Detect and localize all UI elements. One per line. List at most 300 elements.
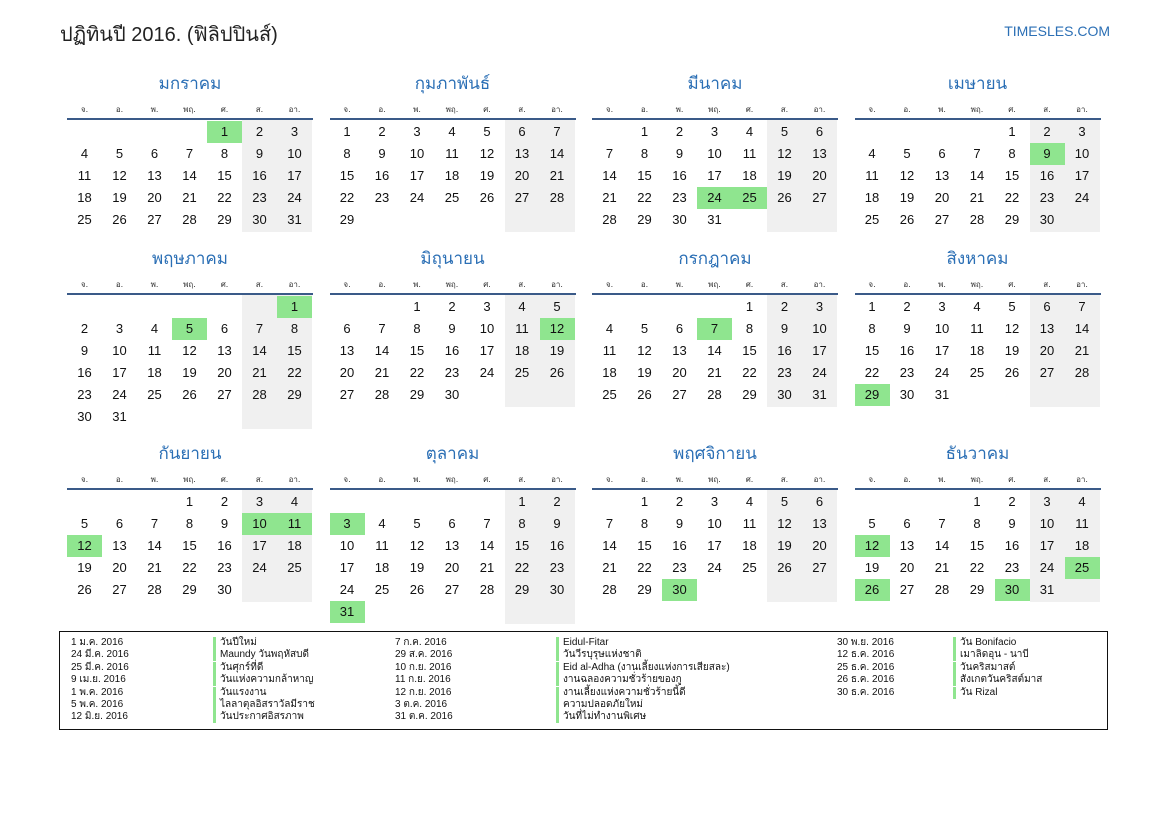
day-cell[interactable]: 14 xyxy=(1074,321,1090,336)
day-cell[interactable]: 8 xyxy=(640,516,649,531)
day-cell[interactable]: 2 xyxy=(903,299,911,314)
day-cell[interactable]: 17 xyxy=(409,168,425,183)
day-cell[interactable]: 12 xyxy=(777,146,792,161)
day-cell[interactable]: 30 xyxy=(777,387,792,402)
day-cell[interactable]: 20 xyxy=(672,365,687,380)
day-cell[interactable]: 3 xyxy=(710,494,719,509)
day-cell[interactable]: 5 xyxy=(1008,299,1016,314)
day-cell[interactable]: 10 xyxy=(409,146,425,161)
day-cell[interactable]: 1 xyxy=(343,124,351,139)
day-cell[interactable]: 13 xyxy=(112,538,127,553)
day-cell[interactable]: 2 xyxy=(1008,494,1016,509)
day-cell[interactable]: 25 xyxy=(287,560,302,575)
day-cell[interactable]: 11 xyxy=(1075,516,1089,531)
day-cell[interactable]: 14 xyxy=(549,146,565,161)
day-cell[interactable]: 12 xyxy=(479,146,495,161)
day-cell[interactable]: 3 xyxy=(710,124,719,139)
day-cell[interactable]: 11 xyxy=(375,538,389,553)
holiday-day-cell[interactable]: 25 xyxy=(732,187,767,209)
day-cell[interactable]: 3 xyxy=(413,124,421,139)
day-cell[interactable]: 9 xyxy=(675,146,684,161)
day-cell[interactable]: 30 xyxy=(77,409,92,424)
day-cell[interactable]: 28 xyxy=(147,582,162,597)
day-cell[interactable]: 24 xyxy=(479,365,495,380)
day-cell[interactable]: 25 xyxy=(77,212,92,227)
day-cell[interactable]: 16 xyxy=(374,168,390,183)
holiday-day-cell[interactable]: 10 xyxy=(242,513,277,535)
day-cell[interactable]: 19 xyxy=(479,168,495,183)
day-cell[interactable]: 27 xyxy=(444,582,460,597)
day-cell[interactable]: 14 xyxy=(969,168,985,183)
day-cell[interactable]: 24 xyxy=(409,190,425,205)
day-cell[interactable]: 16 xyxy=(777,343,792,358)
day-cell[interactable]: 6 xyxy=(1043,299,1051,314)
day-cell[interactable]: 23 xyxy=(1004,560,1020,575)
day-cell[interactable]: 28 xyxy=(969,212,985,227)
day-cell[interactable]: 31 xyxy=(934,387,950,402)
day-cell[interactable]: 19 xyxy=(899,190,915,205)
day-cell[interactable]: 31 xyxy=(707,212,722,227)
holiday-day-cell[interactable]: 31 xyxy=(330,601,365,623)
holiday-day-cell[interactable]: 7 xyxy=(697,318,732,340)
day-cell[interactable]: 21 xyxy=(969,190,985,205)
day-cell[interactable]: 22 xyxy=(742,365,757,380)
day-cell[interactable]: 16 xyxy=(672,538,687,553)
day-cell[interactable]: 16 xyxy=(549,538,565,553)
day-cell[interactable]: 6 xyxy=(150,146,159,161)
day-cell[interactable]: 18 xyxy=(514,343,530,358)
day-cell[interactable]: 20 xyxy=(112,560,127,575)
day-cell[interactable]: 17 xyxy=(707,538,722,553)
day-cell[interactable]: 19 xyxy=(409,560,425,575)
day-cell[interactable]: 24 xyxy=(252,560,267,575)
holiday-day-cell[interactable]: 3 xyxy=(330,513,365,535)
day-cell[interactable]: 5 xyxy=(780,124,789,139)
day-cell[interactable]: 9 xyxy=(448,321,456,336)
day-cell[interactable]: 16 xyxy=(672,168,687,183)
day-cell[interactable]: 30 xyxy=(549,582,565,597)
day-cell[interactable]: 11 xyxy=(970,321,984,336)
day-cell[interactable]: 5 xyxy=(780,494,789,509)
day-cell[interactable]: 4 xyxy=(80,146,89,161)
day-cell[interactable]: 15 xyxy=(969,538,985,553)
day-cell[interactable]: 24 xyxy=(112,387,127,402)
day-cell[interactable]: 10 xyxy=(287,146,302,161)
day-cell[interactable]: 27 xyxy=(112,582,127,597)
day-cell[interactable]: 18 xyxy=(969,343,985,358)
day-cell[interactable]: 31 xyxy=(287,212,302,227)
holiday-day-cell[interactable]: 29 xyxy=(855,384,890,406)
day-cell[interactable]: 1 xyxy=(868,299,876,314)
day-cell[interactable]: 17 xyxy=(1074,168,1090,183)
day-cell[interactable]: 22 xyxy=(339,190,355,205)
day-cell[interactable]: 7 xyxy=(150,516,159,531)
day-cell[interactable]: 17 xyxy=(287,168,302,183)
day-cell[interactable]: 24 xyxy=(707,560,722,575)
day-cell[interactable]: 20 xyxy=(812,168,827,183)
day-cell[interactable]: 24 xyxy=(1074,190,1090,205)
day-cell[interactable]: 19 xyxy=(777,168,792,183)
day-cell[interactable]: 15 xyxy=(864,343,880,358)
day-cell[interactable]: 22 xyxy=(864,365,880,380)
day-cell[interactable]: 11 xyxy=(77,168,92,183)
day-cell[interactable]: 7 xyxy=(185,146,194,161)
day-cell[interactable]: 17 xyxy=(1039,538,1055,553)
day-cell[interactable]: 27 xyxy=(1039,365,1055,380)
day-cell[interactable]: 25 xyxy=(374,582,390,597)
day-cell[interactable]: 5 xyxy=(553,299,561,314)
day-cell[interactable]: 15 xyxy=(742,343,757,358)
day-cell[interactable]: 1 xyxy=(973,494,981,509)
day-cell[interactable]: 18 xyxy=(864,190,880,205)
day-cell[interactable]: 18 xyxy=(742,168,757,183)
day-cell[interactable]: 28 xyxy=(252,387,267,402)
day-cell[interactable]: 18 xyxy=(77,190,92,205)
day-cell[interactable]: 4 xyxy=(290,494,299,509)
day-cell[interactable]: 6 xyxy=(343,321,351,336)
day-cell[interactable]: 24 xyxy=(812,365,827,380)
holiday-day-cell[interactable]: 9 xyxy=(1030,143,1065,165)
day-cell[interactable]: 19 xyxy=(1004,343,1020,358)
day-cell[interactable]: 8 xyxy=(290,321,299,336)
day-cell[interactable]: 29 xyxy=(514,582,530,597)
day-cell[interactable]: 16 xyxy=(77,365,92,380)
day-cell[interactable]: 25 xyxy=(742,560,757,575)
day-cell[interactable]: 24 xyxy=(934,365,950,380)
day-cell[interactable]: 31 xyxy=(112,409,127,424)
day-cell[interactable]: 11 xyxy=(602,343,617,358)
site-link[interactable]: TIMESLES.COM xyxy=(1004,23,1110,39)
day-cell[interactable]: 4 xyxy=(150,321,159,336)
day-cell[interactable]: 6 xyxy=(448,516,456,531)
holiday-day-cell[interactable]: 1 xyxy=(207,121,242,143)
day-cell[interactable]: 19 xyxy=(864,560,880,575)
day-cell[interactable]: 11 xyxy=(742,516,757,531)
day-cell[interactable]: 11 xyxy=(147,343,162,358)
day-cell[interactable]: 8 xyxy=(413,321,421,336)
day-cell[interactable]: 5 xyxy=(903,146,911,161)
day-cell[interactable]: 27 xyxy=(899,582,915,597)
day-cell[interactable]: 14 xyxy=(182,168,197,183)
day-cell[interactable]: 2 xyxy=(553,494,561,509)
day-cell[interactable]: 13 xyxy=(339,343,355,358)
day-cell[interactable]: 6 xyxy=(220,321,229,336)
day-cell[interactable]: 5 xyxy=(115,146,124,161)
day-cell[interactable]: 26 xyxy=(777,190,792,205)
day-cell[interactable]: 16 xyxy=(444,343,460,358)
day-cell[interactable]: 10 xyxy=(339,538,355,553)
day-cell[interactable]: 18 xyxy=(742,538,757,553)
day-cell[interactable]: 25 xyxy=(514,365,530,380)
holiday-day-cell[interactable]: 30 xyxy=(662,579,697,601)
day-cell[interactable]: 21 xyxy=(479,560,495,575)
day-cell[interactable]: 26 xyxy=(409,582,425,597)
day-cell[interactable]: 5 xyxy=(483,124,491,139)
day-cell[interactable]: 8 xyxy=(518,516,526,531)
day-cell[interactable]: 22 xyxy=(217,190,232,205)
day-cell[interactable]: 30 xyxy=(1039,212,1055,227)
day-cell[interactable]: 20 xyxy=(444,560,460,575)
day-cell[interactable]: 22 xyxy=(969,560,985,575)
day-cell[interactable]: 15 xyxy=(287,343,302,358)
holiday-day-cell[interactable]: 25 xyxy=(1065,557,1100,579)
day-cell[interactable]: 18 xyxy=(1074,538,1090,553)
day-cell[interactable]: 4 xyxy=(868,146,876,161)
day-cell[interactable]: 4 xyxy=(518,299,526,314)
day-cell[interactable]: 12 xyxy=(1004,321,1020,336)
day-cell[interactable]: 28 xyxy=(479,582,495,597)
day-cell[interactable]: 7 xyxy=(605,516,614,531)
day-cell[interactable]: 20 xyxy=(339,365,355,380)
day-cell[interactable]: 21 xyxy=(374,365,390,380)
day-cell[interactable]: 19 xyxy=(777,538,792,553)
day-cell[interactable]: 1 xyxy=(518,494,526,509)
day-cell[interactable]: 11 xyxy=(515,321,529,336)
day-cell[interactable]: 12 xyxy=(777,516,792,531)
day-cell[interactable]: 23 xyxy=(1039,190,1055,205)
day-cell[interactable]: 17 xyxy=(252,538,267,553)
day-cell[interactable]: 9 xyxy=(378,146,386,161)
day-cell[interactable]: 1 xyxy=(185,494,194,509)
day-cell[interactable]: 29 xyxy=(339,212,355,227)
day-cell[interactable]: 19 xyxy=(77,560,92,575)
day-cell[interactable]: 30 xyxy=(252,212,267,227)
day-cell[interactable]: 16 xyxy=(1004,538,1020,553)
day-cell[interactable]: 13 xyxy=(514,146,530,161)
day-cell[interactable]: 22 xyxy=(1004,190,1020,205)
day-cell[interactable]: 10 xyxy=(479,321,495,336)
day-cell[interactable]: 23 xyxy=(672,190,687,205)
day-cell[interactable]: 1 xyxy=(640,494,649,509)
day-cell[interactable]: 26 xyxy=(112,212,127,227)
day-cell[interactable]: 7 xyxy=(973,146,981,161)
day-cell[interactable]: 8 xyxy=(220,146,229,161)
day-cell[interactable]: 6 xyxy=(115,516,124,531)
day-cell[interactable]: 14 xyxy=(479,538,495,553)
day-cell[interactable]: 29 xyxy=(1004,212,1020,227)
day-cell[interactable]: 26 xyxy=(899,212,915,227)
day-cell[interactable]: 30 xyxy=(444,387,460,402)
day-cell[interactable]: 2 xyxy=(448,299,456,314)
day-cell[interactable]: 16 xyxy=(899,343,915,358)
day-cell[interactable]: 15 xyxy=(1004,168,1020,183)
day-cell[interactable]: 18 xyxy=(444,168,460,183)
day-cell[interactable]: 29 xyxy=(637,212,652,227)
day-cell[interactable]: 11 xyxy=(865,168,879,183)
day-cell[interactable]: 6 xyxy=(903,516,911,531)
day-cell[interactable]: 7 xyxy=(553,124,561,139)
day-cell[interactable]: 13 xyxy=(672,343,687,358)
day-cell[interactable]: 12 xyxy=(182,343,197,358)
day-cell[interactable]: 24 xyxy=(339,582,355,597)
day-cell[interactable]: 28 xyxy=(602,582,617,597)
day-cell[interactable]: 28 xyxy=(707,387,722,402)
day-cell[interactable]: 21 xyxy=(549,168,565,183)
day-cell[interactable]: 22 xyxy=(182,560,197,575)
day-cell[interactable]: 1 xyxy=(745,299,754,314)
day-cell[interactable]: 10 xyxy=(112,343,127,358)
day-cell[interactable]: 9 xyxy=(220,516,229,531)
day-cell[interactable]: 5 xyxy=(80,516,89,531)
day-cell[interactable]: 13 xyxy=(444,538,460,553)
holiday-day-cell[interactable]: 12 xyxy=(540,318,575,340)
day-cell[interactable]: 23 xyxy=(77,387,92,402)
day-cell[interactable]: 14 xyxy=(602,538,617,553)
day-cell[interactable]: 13 xyxy=(147,168,162,183)
day-cell[interactable]: 11 xyxy=(742,146,757,161)
day-cell[interactable]: 19 xyxy=(549,343,565,358)
day-cell[interactable]: 17 xyxy=(112,365,127,380)
day-cell[interactable]: 21 xyxy=(707,365,722,380)
day-cell[interactable]: 16 xyxy=(217,538,232,553)
day-cell[interactable]: 9 xyxy=(780,321,789,336)
day-cell[interactable]: 4 xyxy=(605,321,614,336)
day-cell[interactable]: 29 xyxy=(287,387,302,402)
day-cell[interactable]: 19 xyxy=(112,190,127,205)
day-cell[interactable]: 10 xyxy=(707,516,722,531)
day-cell[interactable]: 20 xyxy=(934,190,950,205)
day-cell[interactable]: 9 xyxy=(80,343,89,358)
day-cell[interactable]: 28 xyxy=(934,582,950,597)
day-cell[interactable]: 23 xyxy=(217,560,232,575)
day-cell[interactable]: 3 xyxy=(115,321,124,336)
day-cell[interactable]: 13 xyxy=(1039,321,1055,336)
day-cell[interactable]: 17 xyxy=(479,343,495,358)
day-cell[interactable]: 18 xyxy=(602,365,617,380)
day-cell[interactable]: 7 xyxy=(483,516,491,531)
day-cell[interactable]: 16 xyxy=(252,168,267,183)
day-cell[interactable]: 23 xyxy=(374,190,390,205)
day-cell[interactable]: 2 xyxy=(255,124,264,139)
day-cell[interactable]: 21 xyxy=(934,560,950,575)
day-cell[interactable]: 27 xyxy=(812,190,827,205)
day-cell[interactable]: 17 xyxy=(934,343,950,358)
day-cell[interactable]: 3 xyxy=(815,299,824,314)
day-cell[interactable]: 30 xyxy=(899,387,915,402)
day-cell[interactable]: 26 xyxy=(182,387,197,402)
day-cell[interactable]: 29 xyxy=(182,582,197,597)
day-cell[interactable]: 12 xyxy=(409,538,425,553)
day-cell[interactable]: 28 xyxy=(1074,365,1090,380)
day-cell[interactable]: 4 xyxy=(1078,494,1086,509)
day-cell[interactable]: 23 xyxy=(777,365,792,380)
day-cell[interactable]: 3 xyxy=(290,124,299,139)
day-cell[interactable]: 22 xyxy=(637,190,652,205)
day-cell[interactable]: 1 xyxy=(640,124,649,139)
day-cell[interactable]: 25 xyxy=(969,365,985,380)
holiday-day-cell[interactable]: 12 xyxy=(67,535,102,557)
day-cell[interactable]: 5 xyxy=(868,516,876,531)
day-cell[interactable]: 6 xyxy=(518,124,526,139)
day-cell[interactable]: 5 xyxy=(413,516,421,531)
day-cell[interactable]: 14 xyxy=(934,538,950,553)
day-cell[interactable]: 2 xyxy=(1043,124,1051,139)
day-cell[interactable]: 1 xyxy=(1008,124,1016,139)
holiday-day-cell[interactable]: 26 xyxy=(855,579,890,601)
day-cell[interactable]: 15 xyxy=(637,168,652,183)
day-cell[interactable]: 16 xyxy=(1039,168,1055,183)
day-cell[interactable]: 25 xyxy=(147,387,162,402)
day-cell[interactable]: 19 xyxy=(637,365,652,380)
day-cell[interactable]: 3 xyxy=(483,299,491,314)
day-cell[interactable]: 26 xyxy=(637,387,652,402)
day-cell[interactable]: 10 xyxy=(1074,146,1090,161)
day-cell[interactable]: 14 xyxy=(602,168,617,183)
day-cell[interactable]: 27 xyxy=(812,560,827,575)
day-cell[interactable]: 10 xyxy=(934,321,950,336)
day-cell[interactable]: 29 xyxy=(409,387,425,402)
day-cell[interactable]: 8 xyxy=(343,146,351,161)
day-cell[interactable]: 9 xyxy=(675,516,684,531)
holiday-day-cell[interactable]: 5 xyxy=(172,318,207,340)
day-cell[interactable]: 12 xyxy=(899,168,915,183)
day-cell[interactable]: 13 xyxy=(934,168,950,183)
day-cell[interactable]: 27 xyxy=(339,387,355,402)
day-cell[interactable]: 2 xyxy=(675,494,684,509)
day-cell[interactable]: 11 xyxy=(445,146,459,161)
day-cell[interactable]: 20 xyxy=(514,168,530,183)
day-cell[interactable]: 3 xyxy=(1078,124,1086,139)
day-cell[interactable]: 6 xyxy=(815,494,824,509)
day-cell[interactable]: 27 xyxy=(672,387,687,402)
day-cell[interactable]: 22 xyxy=(409,365,425,380)
day-cell[interactable]: 24 xyxy=(287,190,302,205)
day-cell[interactable]: 14 xyxy=(147,538,162,553)
day-cell[interactable]: 10 xyxy=(1039,516,1055,531)
day-cell[interactable]: 26 xyxy=(479,190,495,205)
day-cell[interactable]: 3 xyxy=(255,494,264,509)
day-cell[interactable]: 14 xyxy=(707,343,722,358)
day-cell[interactable]: 18 xyxy=(147,365,162,380)
day-cell[interactable]: 4 xyxy=(973,299,981,314)
day-cell[interactable]: 20 xyxy=(812,538,827,553)
holiday-day-cell[interactable]: 1 xyxy=(277,296,312,318)
day-cell[interactable]: 29 xyxy=(969,582,985,597)
day-cell[interactable]: 6 xyxy=(938,146,946,161)
day-cell[interactable]: 22 xyxy=(514,560,530,575)
day-cell[interactable]: 18 xyxy=(374,560,390,575)
day-cell[interactable]: 4 xyxy=(378,516,386,531)
day-cell[interactable]: 7 xyxy=(378,321,386,336)
day-cell[interactable]: 31 xyxy=(812,387,827,402)
day-cell[interactable]: 8 xyxy=(973,516,981,531)
day-cell[interactable]: 20 xyxy=(147,190,162,205)
day-cell[interactable]: 8 xyxy=(185,516,194,531)
day-cell[interactable]: 9 xyxy=(1008,516,1016,531)
day-cell[interactable]: 7 xyxy=(938,516,946,531)
day-cell[interactable]: 26 xyxy=(1004,365,1020,380)
day-cell[interactable]: 15 xyxy=(182,538,197,553)
day-cell[interactable]: 12 xyxy=(637,343,652,358)
day-cell[interactable]: 15 xyxy=(409,343,425,358)
day-cell[interactable]: 23 xyxy=(672,560,687,575)
day-cell[interactable]: 21 xyxy=(602,190,617,205)
day-cell[interactable]: 23 xyxy=(899,365,915,380)
day-cell[interactable]: 15 xyxy=(514,538,530,553)
day-cell[interactable]: 28 xyxy=(549,190,565,205)
day-cell[interactable]: 27 xyxy=(514,190,530,205)
day-cell[interactable]: 15 xyxy=(217,168,232,183)
day-cell[interactable]: 27 xyxy=(217,387,232,402)
day-cell[interactable]: 20 xyxy=(899,560,915,575)
day-cell[interactable]: 9 xyxy=(553,516,561,531)
day-cell[interactable]: 29 xyxy=(637,582,652,597)
day-cell[interactable]: 12 xyxy=(112,168,127,183)
day-cell[interactable]: 25 xyxy=(602,387,617,402)
day-cell[interactable]: 14 xyxy=(374,343,390,358)
day-cell[interactable]: 28 xyxy=(374,387,390,402)
day-cell[interactable]: 25 xyxy=(444,190,460,205)
